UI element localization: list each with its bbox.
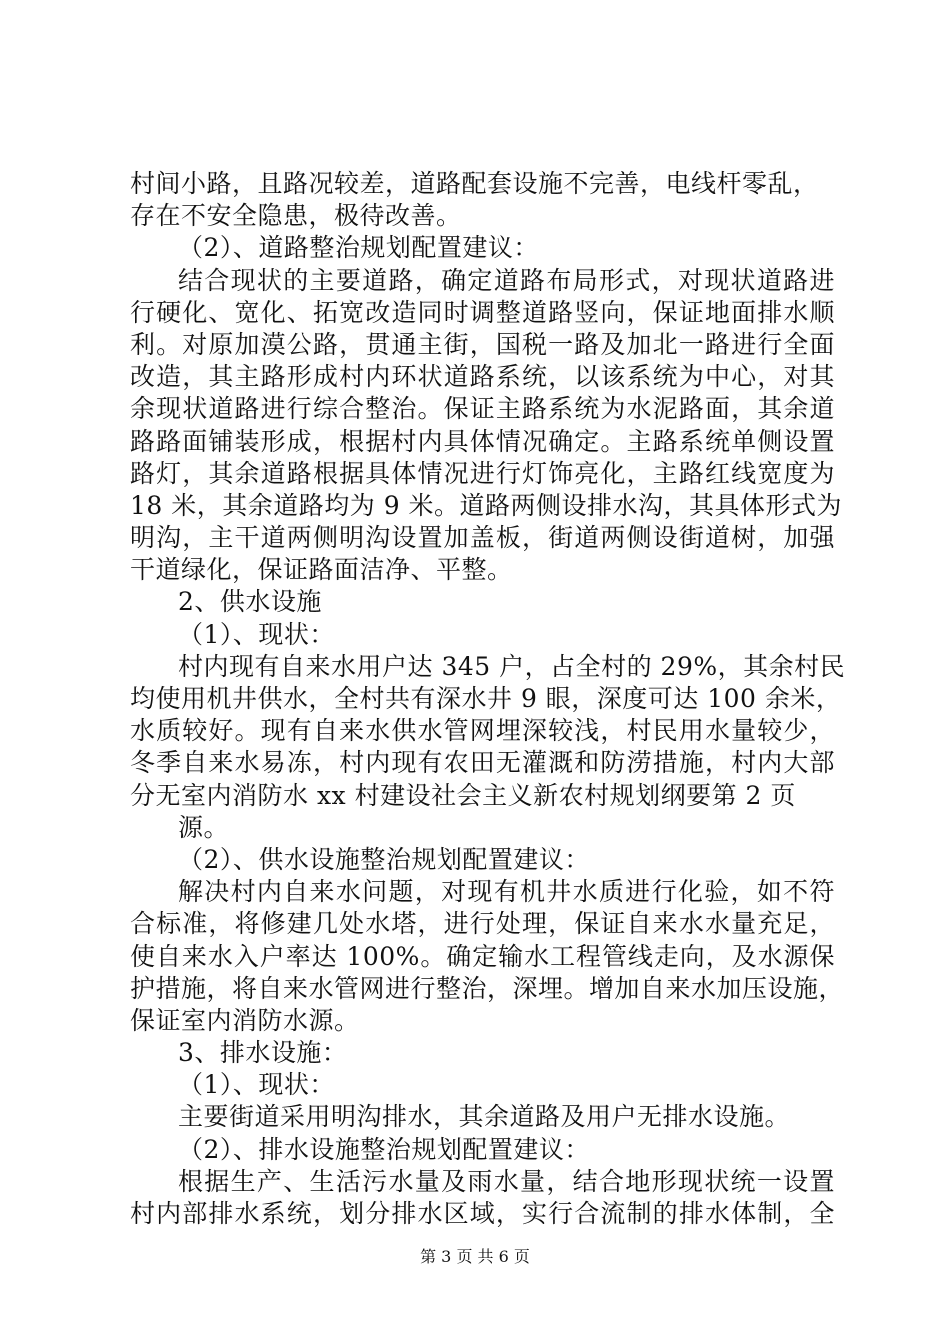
text-line: 存在不安全隐患，极待改善。 xyxy=(130,201,462,231)
text-line: 使自来水入户率达 100%。确定输水工程管线走向，及水源保 xyxy=(130,941,835,971)
text-line: 余现状道路进行综合整治。保证主路系统为水泥路面，其余道 xyxy=(130,394,835,424)
text-line: 结合现状的主要道路，确定道路布局形式，对现状道路进 xyxy=(178,265,835,295)
text-line: 村内部排水系统，划分排水区域，实行合流制的排水体制，全 xyxy=(130,1199,835,1228)
text-line: 合标准，将修建几处水塔，进行处理，保证自来水水量充足， xyxy=(130,909,835,939)
text-line: 2、供水设施 xyxy=(178,587,322,617)
document-body xyxy=(130,168,846,1230)
text-line: 保证室内消防水源。 xyxy=(130,1005,360,1035)
text-line: （1）、现状： xyxy=(178,1070,335,1100)
text-line: 村间小路，且路况较差，道路配套设施不完善，电线杆零乱， xyxy=(130,169,819,198)
text-line: 护措施，将自来水管网进行整治，深埋。增加自来水加压设施， xyxy=(130,973,845,1003)
text-line: 源。 xyxy=(178,812,230,842)
text-line: 水质较好。现有自来水供水管网埋深较浅，村民用水量较少， xyxy=(130,716,835,746)
text-line: 根据生产、生活污水量及雨水量，结合地形现状统一设置 xyxy=(178,1166,835,1196)
text-line: （2）、排水设施整治规划配置建议： xyxy=(178,1134,590,1164)
text-line: （2）、供水设施整治规划配置建议： xyxy=(178,844,590,874)
text-line: 改造，其主路形成村内环状道路系统，以该系统为中心，对其 xyxy=(130,362,835,392)
page-footer: 第 3 页 共 6 页 xyxy=(420,1247,530,1266)
text-line: 利。对原加漠公路，贯通主街，国税一路及加北一路进行全面 xyxy=(130,329,835,359)
text-line: （1）、现状： xyxy=(178,619,335,649)
text-line: 明沟，主干道两侧明沟设置加盖板，街道两侧设街道树，加强 xyxy=(130,523,835,553)
text-line: 分无室内消防水 xx 村建设社会主义新农村规划纲要第 2 页 xyxy=(130,780,796,810)
text-line: （2）、道路整治规划配置建议： xyxy=(178,233,539,263)
text-line: 解决村内自来水问题，对现有机井水质进行化验，如不符 xyxy=(178,877,835,907)
text-line: 村内现有自来水用户达 345 户，占全村的 29%，其余村民 xyxy=(178,651,846,681)
text-line: 行硬化、宽化、拓宽改造同时调整道路竖向，保证地面排水顺 xyxy=(130,297,835,327)
text-line: 路路面铺装形成，根据村内具体情况确定。主路系统单侧设置 xyxy=(130,426,835,456)
text-line: 18 米，其余道路均为 9 米。道路两侧设排水沟，其具体形式为 xyxy=(130,490,843,520)
text-line: 冬季自来水易冻，村内现有农田无灌溉和防涝措施，村内大部 xyxy=(130,748,835,778)
text-line: 3、排水设施： xyxy=(178,1038,348,1068)
text-line: 主要街道采用明沟排水，其余道路及用户无排水设施。 xyxy=(178,1102,791,1132)
text-line: 路灯，其余道路根据具体情况进行灯饰亮化，主路红线宽度为 xyxy=(130,458,835,488)
text-line: 干道绿化，保证路面洁净、平整。 xyxy=(130,555,513,585)
text-line: 均使用机井供水，全村共有深水井 9 眼，深度可达 100 余米， xyxy=(130,684,842,713)
